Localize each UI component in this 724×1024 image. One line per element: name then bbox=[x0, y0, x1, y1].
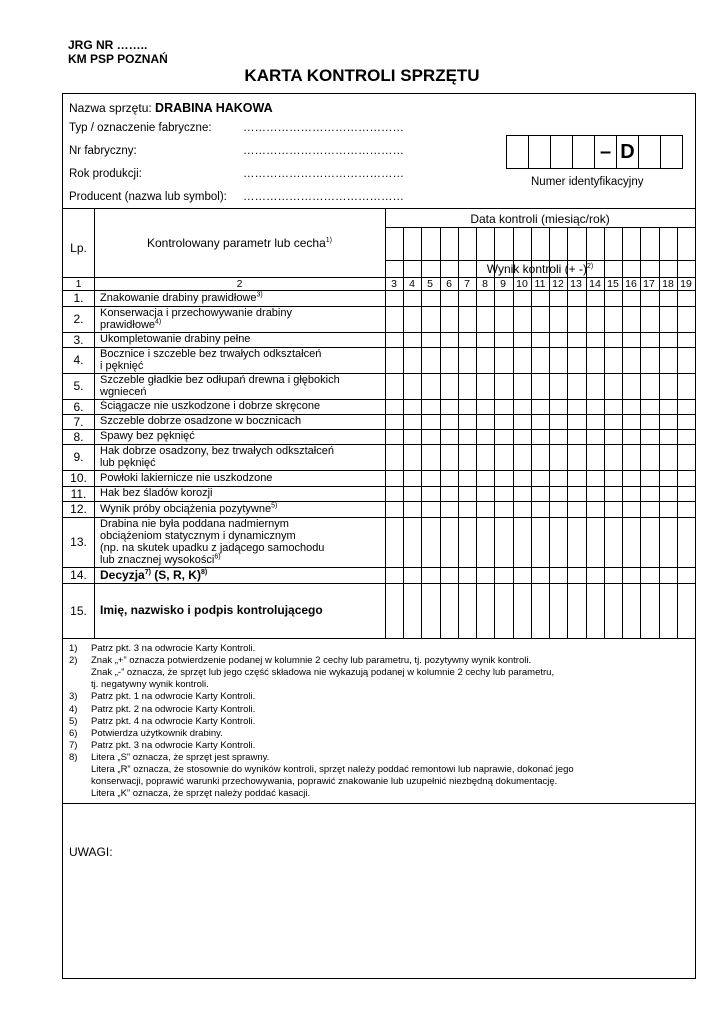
id-cell[interactable] bbox=[572, 135, 595, 169]
row-parameter bbox=[100, 348, 381, 373]
row-rule bbox=[63, 583, 695, 584]
column-number: 4 bbox=[409, 278, 415, 290]
footnote-line bbox=[69, 691, 689, 703]
row-number: 14. bbox=[70, 568, 87, 582]
info-field-value[interactable]: …………………………………… bbox=[243, 191, 404, 203]
row-footnote-ref: 5) bbox=[271, 502, 278, 510]
row-parameter-text: Hak bez śladów korozji bbox=[100, 487, 213, 500]
footnote-number: 2) bbox=[69, 655, 78, 667]
info-field-label: Nr fabryczny: bbox=[69, 145, 137, 157]
footnote-text: Litera „S” oznacza, że sprzęt jest sprawny. bbox=[91, 751, 270, 763]
result-header bbox=[385, 262, 695, 276]
footnote-line bbox=[69, 667, 689, 679]
row-parameter-text: Bocznice i szczeble bez trwałych odkształceń i pęknięć bbox=[100, 347, 322, 372]
row-number: 4. bbox=[73, 353, 84, 367]
row-number: 6. bbox=[73, 399, 84, 414]
unit-name: KM PSP POZNAŃ bbox=[68, 52, 168, 66]
row-parameter bbox=[100, 518, 381, 566]
footnote-text: Patrz pkt. 2 na odwrocie Karty Kontroli. bbox=[91, 703, 256, 715]
param-header bbox=[94, 236, 385, 250]
row-parameter-text: Znakowanie drabiny prawidłowe bbox=[100, 291, 257, 304]
footnote-text: Patrz pkt. 3 na odwrocie Karty Kontroli. bbox=[91, 739, 256, 751]
row-parameter bbox=[100, 503, 381, 516]
footnote-number: 3) bbox=[69, 691, 78, 703]
date-header: Data kontroli (miesiąc/rok) bbox=[470, 212, 610, 226]
footnote-line bbox=[69, 788, 689, 800]
info-field-value[interactable]: …………………………………… bbox=[243, 122, 404, 134]
row-parameter bbox=[100, 307, 381, 332]
column-number: 1 bbox=[75, 278, 82, 290]
result-header-footnote: 2) bbox=[587, 263, 594, 270]
footnote-number: 1) bbox=[69, 643, 78, 654]
footnote-number: 7) bbox=[69, 739, 78, 751]
row-footnote-ref: 6) bbox=[214, 553, 221, 561]
id-cell[interactable]: D bbox=[616, 135, 639, 169]
column-number: 7 bbox=[464, 278, 470, 290]
column-number: 13 bbox=[570, 278, 582, 290]
row-parameter-text: Imię, nazwisko i podpis kontrolującego bbox=[100, 603, 323, 618]
notes-label: UWAGI: bbox=[69, 845, 113, 859]
footnote-text: Znak „+” oznacza potwierdzenie podanej w kolumnie 2 cechy lub parametru, tj. pozytywny wynik kontroli. bbox=[91, 655, 532, 667]
row-footnote-ref: 3) bbox=[256, 291, 263, 299]
row-footnote-ref: 4) bbox=[155, 318, 162, 326]
footnote-text: Potwierdza użytkownik drabiny. bbox=[91, 727, 223, 739]
row-parameter-text: Decyzja bbox=[100, 567, 145, 582]
param-header-footnote: 1) bbox=[325, 237, 332, 244]
column-number: 16 bbox=[625, 278, 637, 290]
column-number: 5 bbox=[427, 278, 433, 290]
footnote-text: Litera „R” oznacza, że stosownie do wyników kontroli, sprzęt należy poddać remontowi lub naprawie, dokonać jego bbox=[91, 764, 574, 775]
page-title: KARTA KONTROLI SPRZĘTU bbox=[244, 66, 480, 85]
column-number: 2 bbox=[236, 278, 243, 290]
equipment-name-label: Nazwa sprzętu: bbox=[69, 101, 152, 115]
row-parameter-text: Drabina nie była poddana nadmiernym obciążeniom statycznym i dynamicznym (np. na skutek upadku z jadącego samochodu lub znacznej wysokości bbox=[100, 518, 325, 566]
result-header-text: Wynik kontroli (+ -) bbox=[486, 262, 587, 276]
footnote-number: 5) bbox=[69, 715, 78, 727]
footnote-text: konserwacji, poprawić warunki przechowywania, poprawić znakowanie lub uzupełnić niezbędną dokumentację. bbox=[91, 776, 558, 788]
row-parameter bbox=[100, 472, 381, 485]
column-number: 11 bbox=[534, 278, 546, 290]
row-number: 5. bbox=[73, 379, 84, 393]
footnote-line bbox=[69, 752, 689, 764]
row-number: 15. bbox=[70, 603, 87, 618]
footnote-text: tj. negatywny wynik kontroli. bbox=[91, 679, 209, 691]
row-parameter bbox=[100, 400, 381, 413]
row-number: 11. bbox=[70, 486, 87, 501]
footnote-line bbox=[69, 716, 689, 728]
footnote-line bbox=[69, 655, 689, 667]
info-field-value[interactable]: …………………………………… bbox=[243, 168, 404, 180]
lp-header: Lp. bbox=[70, 241, 87, 255]
info-field-value[interactable]: …………………………………… bbox=[243, 145, 404, 157]
param-header-text: Kontrolowany parametr lub cecha bbox=[147, 236, 326, 250]
id-cell[interactable] bbox=[506, 135, 529, 169]
info-field-label: Typ / oznaczenie fabryczne: bbox=[69, 122, 212, 134]
row-parameter-extra: (S, R, K) bbox=[150, 567, 201, 582]
notes-separator bbox=[63, 803, 695, 804]
equipment-name-value: DRABINA HAKOWA bbox=[155, 101, 273, 115]
row-number: 12. bbox=[70, 502, 87, 516]
row-parameter bbox=[100, 374, 381, 399]
column-number: 9 bbox=[500, 278, 506, 290]
row-parameter bbox=[100, 569, 381, 582]
footnote-line bbox=[69, 776, 689, 788]
row-parameter-text: Szczeble dobrze osadzone w bocznicach bbox=[100, 415, 302, 428]
footnote-line bbox=[69, 679, 689, 691]
row-parameter-text: Powłoki lakiernicze nie uszkodzone bbox=[100, 471, 273, 484]
row-number: 13. bbox=[70, 535, 87, 549]
info-field-label: Producent (nazwa lub symbol): bbox=[69, 191, 227, 203]
footnote-text: Litera „K” oznacza, że sprzęt należy poddać kasacji. bbox=[91, 788, 311, 800]
column-number: 6 bbox=[446, 278, 452, 290]
row-parameter bbox=[100, 333, 381, 346]
footnote-number: 6) bbox=[69, 727, 78, 739]
column-number: 15 bbox=[607, 278, 619, 290]
row-parameter-text: Konserwacja i przechowywanie drabiny prawidłowe bbox=[100, 306, 292, 331]
row-parameter-text: Szczeble gładkie bez odłupań drewna i głębokich wgnieceń bbox=[100, 373, 340, 398]
id-cell[interactable]: – bbox=[594, 135, 617, 169]
row-footnote-ref: 8) bbox=[200, 568, 208, 576]
column-number: 3 bbox=[391, 278, 397, 290]
footnote-number: 8) bbox=[69, 751, 78, 763]
footnote-number: 4) bbox=[69, 703, 78, 715]
row-number: 10. bbox=[70, 471, 87, 485]
row-number: 3. bbox=[73, 332, 84, 347]
footnote-line bbox=[69, 704, 689, 716]
column-number: 8 bbox=[482, 278, 488, 290]
id-cell[interactable] bbox=[638, 135, 661, 169]
row-parameter-text: Hak dobrze osadzony, bez trwałych odkształceń lub pęknięć bbox=[100, 444, 334, 469]
row-number: 1. bbox=[73, 291, 84, 305]
row-parameter bbox=[100, 604, 381, 617]
row-number: 9. bbox=[73, 450, 84, 464]
row-parameter bbox=[100, 292, 381, 305]
row-parameter bbox=[100, 415, 381, 428]
footnote-line bbox=[69, 764, 689, 776]
id-caption: Numer identyfikacyjny bbox=[531, 176, 644, 188]
unit-number: JRG NR …….. bbox=[68, 38, 148, 52]
row-parameter-text: Spawy bez pęknięć bbox=[100, 430, 195, 443]
column-number: 14 bbox=[589, 278, 601, 290]
info-field-label: Rok produkcji: bbox=[69, 168, 142, 180]
footnote-text: Patrz pkt. 4 na odwrocie Karty Kontroli. bbox=[91, 715, 256, 727]
row-footnote-ref: 7) bbox=[144, 568, 151, 576]
row-parameter bbox=[100, 487, 381, 500]
equipment-name-row bbox=[69, 101, 273, 115]
footnote-line bbox=[69, 728, 689, 740]
column-number: 10 bbox=[516, 278, 528, 290]
table-top-rule bbox=[63, 208, 695, 209]
id-cell[interactable] bbox=[528, 135, 551, 169]
row-parameter-text: Ukompletowanie drabiny pełne bbox=[100, 333, 251, 346]
row-parameter bbox=[100, 445, 381, 470]
row-number: 8. bbox=[73, 429, 84, 444]
id-cell[interactable] bbox=[660, 135, 683, 169]
row-number: 2. bbox=[73, 312, 84, 326]
column-number: 17 bbox=[643, 278, 655, 290]
date-header-rule bbox=[385, 227, 695, 228]
lp-column-rule bbox=[94, 208, 95, 638]
id-cell[interactable] bbox=[550, 135, 573, 169]
column-number: 19 bbox=[680, 278, 692, 290]
footnote-line bbox=[69, 740, 689, 752]
row-rule bbox=[63, 638, 695, 639]
footnote-text: Patrz pkt. 1 na odwrocie Karty Kontroli. bbox=[91, 691, 256, 703]
column-number: 12 bbox=[552, 278, 564, 290]
result-header-rule bbox=[385, 260, 695, 261]
control-card bbox=[62, 93, 696, 979]
row-parameter bbox=[100, 430, 381, 443]
row-parameter-text: Ściągacze nie uszkodzone i dobrze skręcone bbox=[100, 400, 321, 413]
row-number: 7. bbox=[73, 414, 84, 429]
footnote-text: Znak „-” oznacza, że sprzęt lub jego część składowa nie wykazują podanej w kolumnie 2 cechy lub parametru, bbox=[91, 667, 555, 679]
footnote-line bbox=[69, 643, 689, 655]
column-number: 18 bbox=[662, 278, 674, 290]
row-parameter-text: Wynik próby obciążenia pozytywne bbox=[100, 502, 272, 515]
footnote-text: Patrz pkt. 3 na odwrocie Karty Kontroli. bbox=[91, 643, 256, 654]
